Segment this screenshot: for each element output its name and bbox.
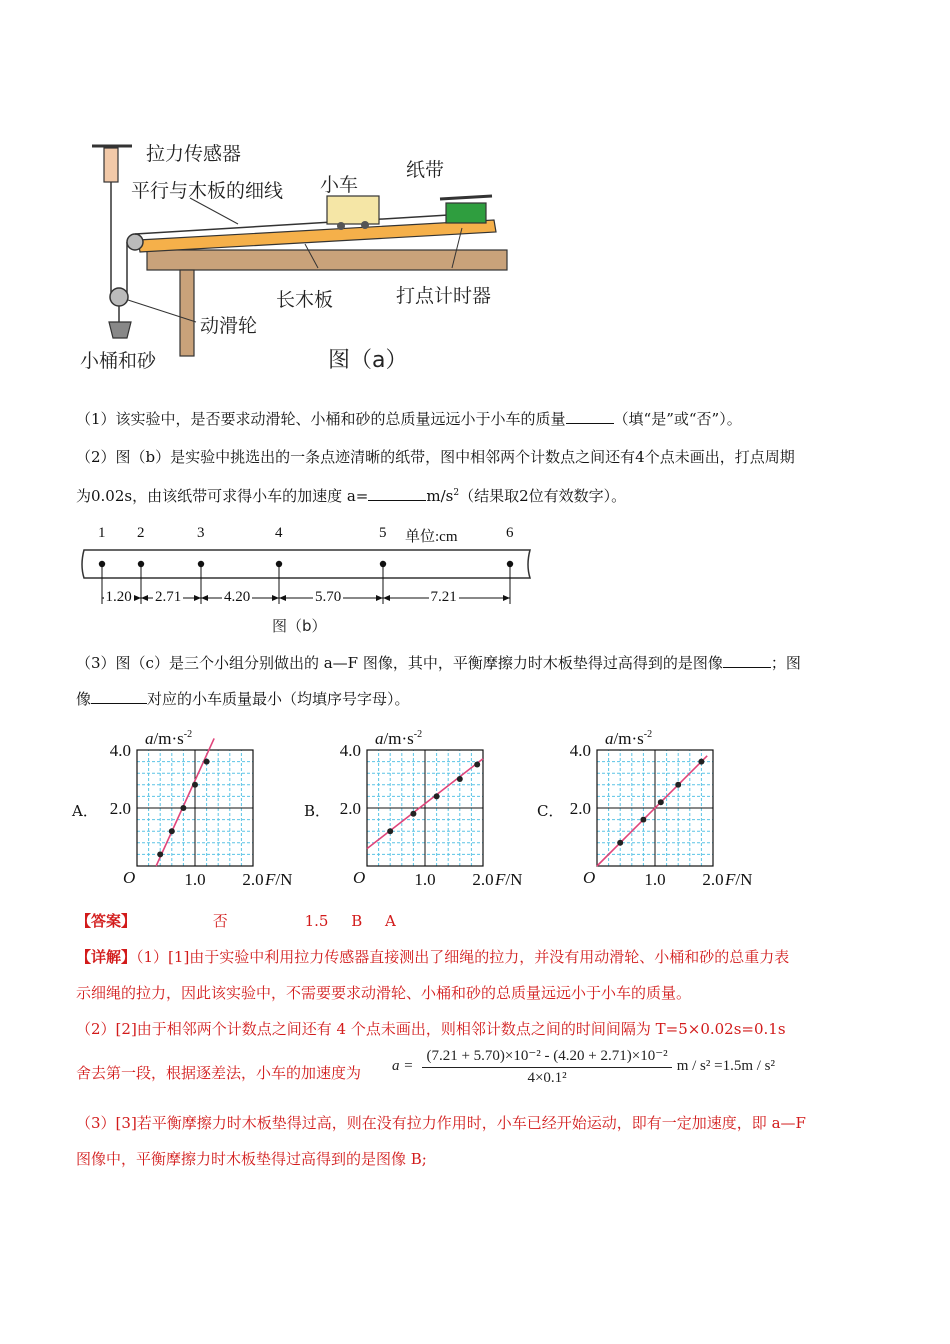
blank-q3-1[interactable] [723, 653, 771, 668]
x-axis-label: F/N [495, 870, 523, 889]
x-tick-label: 1.0 [414, 870, 436, 889]
data-point [180, 805, 186, 811]
graph-option-label: B． [304, 802, 331, 820]
data-point [658, 799, 664, 805]
explain-p3a: （3）[3]若平衡摩擦力时木板垫得过高，则在没有拉力作用时，小车已经开始运动，即有一定加速度，即 a—F [76, 1114, 806, 1132]
graph-c [537, 724, 767, 894]
fit-line [156, 738, 214, 866]
explain-p1a: 【详解】（1）[1]由于实验中利用拉力传感器直接测出了细绳的拉力，并没有用动滑轮、小桶和砂的总重力表 [76, 948, 790, 966]
question-2-line2: 为0.02s，由该纸带可求得小车的加速度 $a= m/s^2$（结果取2位有效数字）。 [76, 487, 627, 505]
x-tick-label: 1.0 [644, 870, 666, 889]
y-tick-label: 2.0 [109, 799, 131, 818]
tape-segment-label: 4.20 [224, 589, 251, 605]
tape-segment-label: 5.70 [315, 589, 342, 605]
fixed-pulley [127, 234, 143, 250]
formula-denominator: 4×0.1² [527, 1070, 567, 1086]
data-point [434, 793, 440, 799]
x-axis-label: F/N [265, 870, 293, 889]
y-tick-label: 2.0 [569, 799, 591, 818]
y-tick-label: 4.0 [109, 741, 131, 760]
origin-label: O [583, 868, 596, 887]
data-point [387, 828, 393, 834]
tape-point-label: 6 [506, 525, 514, 541]
label-tape: 纸带 [406, 159, 445, 181]
data-point [457, 776, 463, 782]
data-point [157, 851, 163, 857]
data-point [204, 759, 210, 765]
question-1: （1）该实验中，是否要求动滑轮、小桶和砂的总质量远远小于小车的质量 （填“是”或“否”）。 [76, 410, 742, 428]
caption-figure-a: 图（a） [328, 348, 408, 373]
y-tick-label: 4.0 [339, 741, 361, 760]
data-point [617, 840, 623, 846]
formula-numerator: (7.21 + 5.70)×10⁻² - (4.20 + 2.71)×10⁻² [422, 1046, 671, 1068]
answer-4: A [385, 912, 396, 930]
data-point [675, 782, 681, 788]
answer-3: B [351, 912, 363, 930]
origin-label: O [123, 868, 136, 887]
y-axis-label: $a/m\cdot s^{-2}$ [145, 729, 193, 748]
data-point [410, 811, 416, 817]
force-sensor [104, 148, 118, 182]
label-cart: 小车 [320, 174, 359, 196]
table-leg [180, 270, 194, 356]
answer-1: 否 [212, 912, 228, 930]
graph-option-label: A． [72, 802, 98, 820]
blank-q1[interactable] [566, 409, 614, 424]
moving-pulley [110, 288, 128, 306]
question-3-line1: （3）图（c）是三个小组分别做出的 a—F 图像，其中，平衡摩擦力时木板垫得过高得到的是图像 ；图 [76, 654, 801, 672]
tape-segment-label: 7.21 [430, 589, 457, 605]
tape-unit: 单位:cm [405, 529, 458, 545]
question-2-line1: （2）图（b）是实验中挑选出的一条点迹清晰的纸带，图中相邻两个计数点之间还有4个点未画出，打点周期 [76, 448, 795, 466]
question-3-line2: 像 对应的小车质量最小（均填序号字母）。 [76, 690, 410, 708]
blank-q2[interactable] [368, 486, 426, 501]
y-axis-label: $a/m\cdot s^{-2}$ [605, 729, 653, 748]
caption-figure-b: 图（b） [272, 617, 327, 635]
explain-p2b: 舍去第一段，根据逐差法，小车的加速度为 [76, 1064, 362, 1082]
bucket [109, 322, 131, 338]
cart [327, 196, 379, 224]
tape-point-label: 1 [98, 525, 106, 541]
x-tick-label: 2.0 [472, 870, 494, 889]
timer-body [446, 203, 486, 223]
label-timer: 打点计时器 [396, 285, 492, 307]
blank-q3-2[interactable] [91, 689, 147, 704]
explain-p1b: 示细绳的拉力，因此该实验中，不需要要求动滑轮、小桶和砂的总质量远远小于小车的质量。 [76, 984, 692, 1002]
y-axis-label: $a/m\cdot s^{-2}$ [375, 729, 423, 748]
label-moving-pulley: 动滑轮 [200, 315, 258, 337]
x-tick-label: 2.0 [702, 870, 724, 889]
tape-point-label: 3 [197, 525, 205, 541]
label-long-board: 长木板 [276, 289, 334, 311]
x-axis-label: F/N [725, 870, 753, 889]
formula-tail: m / s² =1.5m / s² [676, 1058, 776, 1074]
explain-p2a: （2）[2]由于相邻两个计数点之间还有 4 个点未画出，则相邻计数点之间的时间间隔为 T=5×0.02s=0.1s [76, 1020, 786, 1038]
label-bucket: 小桶和砂 [80, 350, 157, 372]
data-point [474, 762, 480, 768]
graph-a [77, 724, 307, 894]
data-point [698, 759, 704, 765]
fit-line [597, 756, 707, 866]
label-parallel-string: 平行与木板的细线 [131, 180, 284, 202]
label-force-sensor: 拉力传感器 [146, 143, 242, 165]
table-top [147, 250, 507, 270]
data-point [640, 817, 646, 823]
tape-segment-label: 2.71 [155, 589, 182, 605]
y-tick-label: 2.0 [339, 799, 361, 818]
answer-line: 【答案】 否 1.5 B A [76, 912, 396, 930]
data-point [192, 782, 198, 788]
x-tick-label: 1.0 [184, 870, 206, 889]
data-point [169, 828, 175, 834]
graph-option-label: C． [537, 802, 564, 820]
formula: a = $\frac{\text{(7.21 + 5.70)×10⁻² - (4.20 + 2.71)×10⁻²}}{\text{4×0.1²}}$ m / s² =1.5m / s² [392, 1048, 776, 1086]
tape-point-label: 5 [379, 525, 387, 541]
x-tick-label: 2.0 [242, 870, 264, 889]
tape-point-label: 4 [275, 525, 283, 541]
explain-p3b: 图像中，平衡摩擦力时木板垫得过高得到的是图像 B; [76, 1150, 427, 1168]
tape-segment-label: 1.20 [105, 589, 132, 605]
long-board [138, 220, 496, 252]
tape-point-label: 2 [137, 525, 145, 541]
answer-2: 1.5 [304, 912, 329, 930]
graph-b [307, 724, 537, 894]
origin-label: O [353, 868, 366, 887]
y-tick-label: 4.0 [569, 741, 591, 760]
